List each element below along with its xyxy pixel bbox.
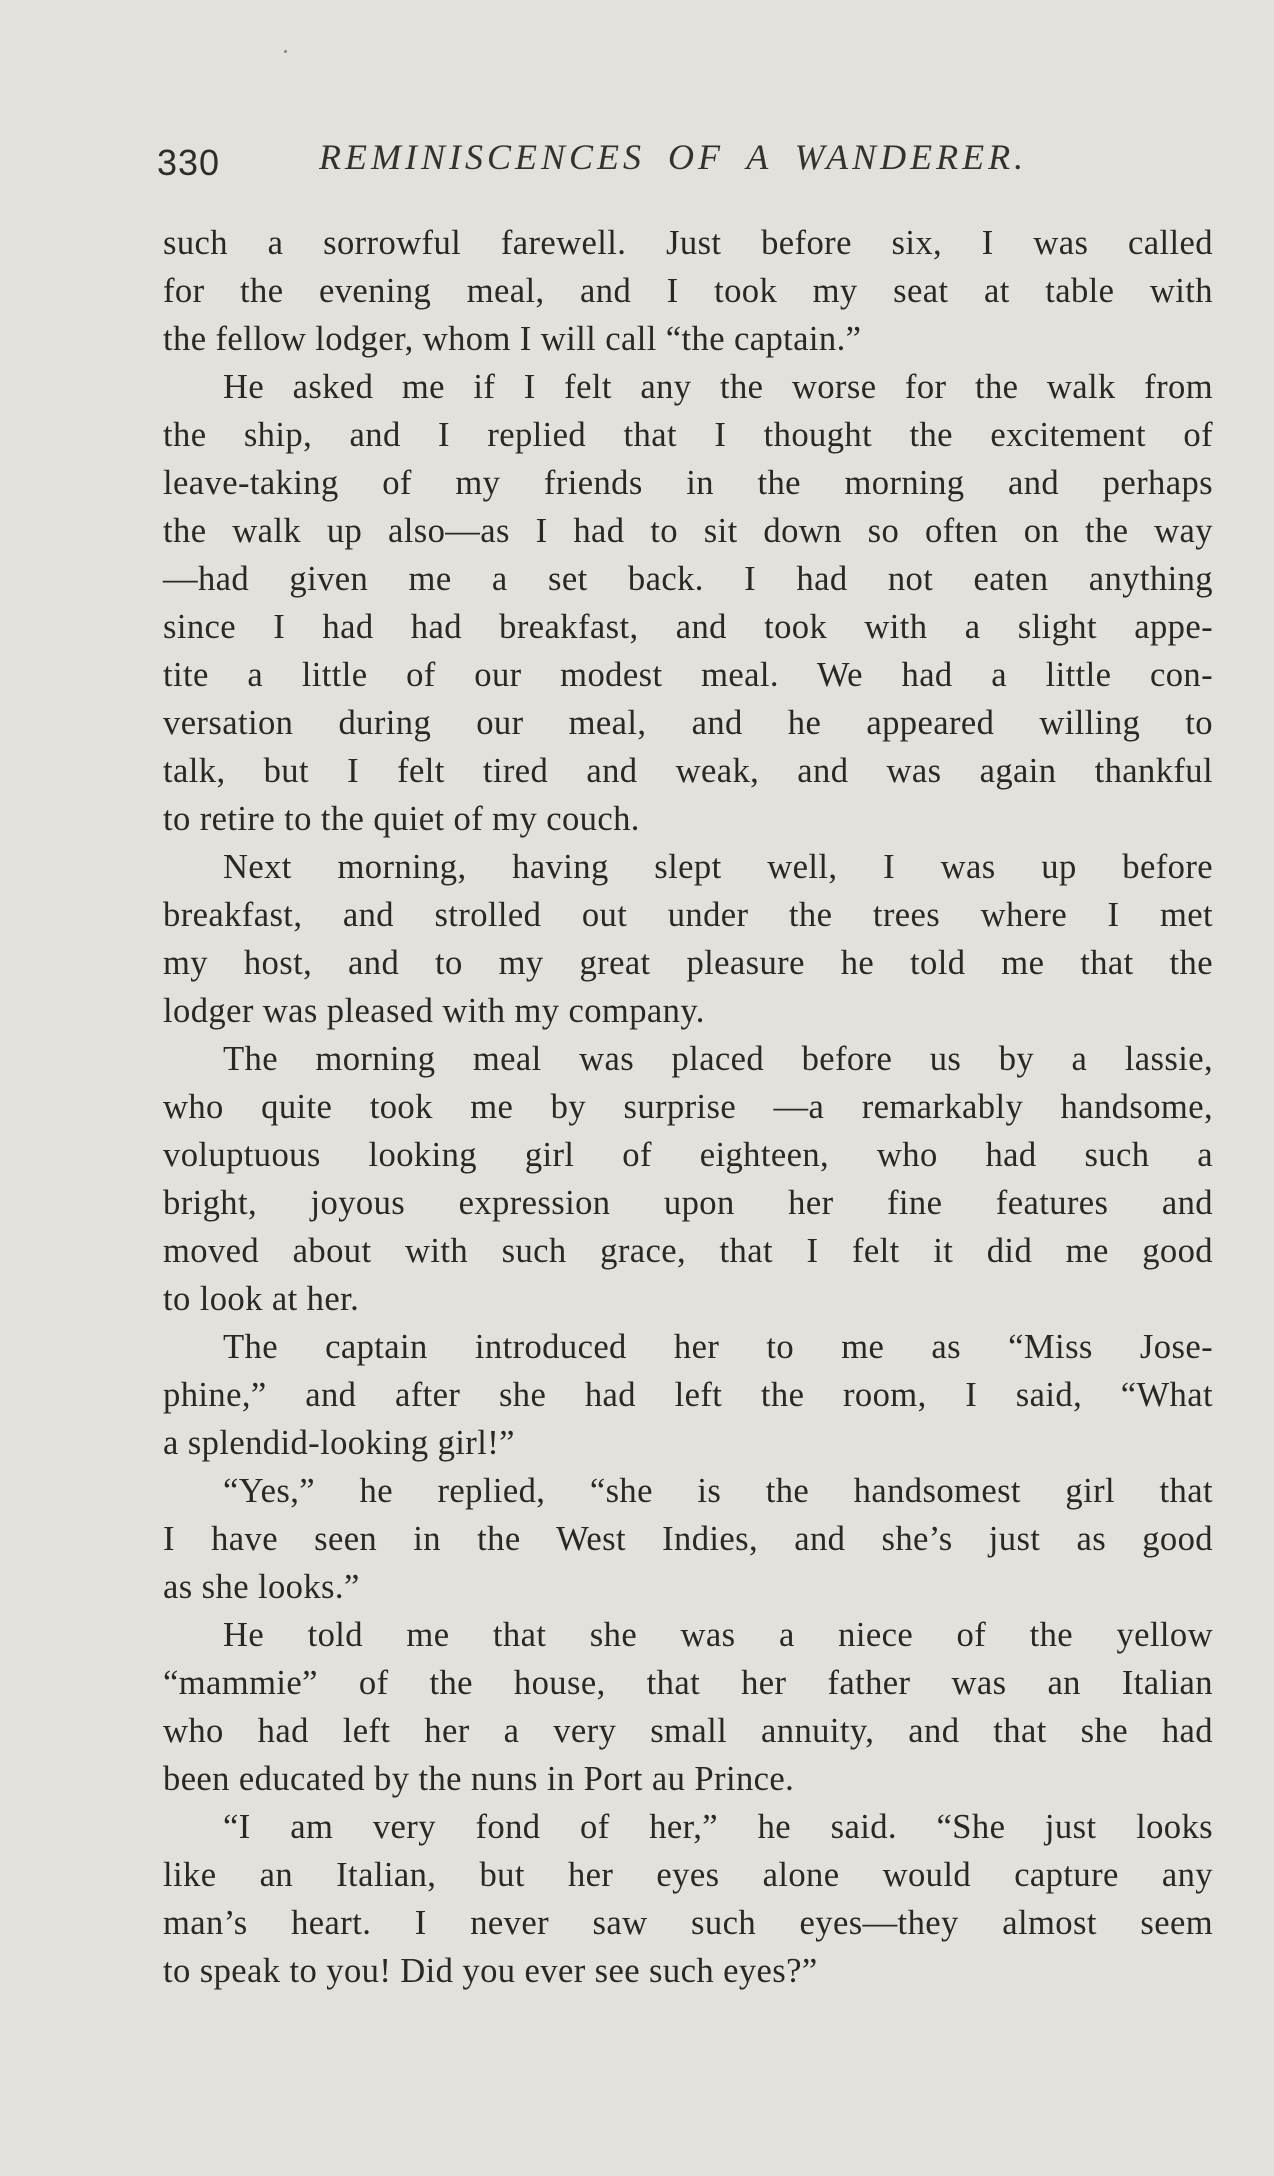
running-title: REMINISCENCES OF A WANDERER. <box>319 137 1028 177</box>
text-line: moved about with such grace, that I felt it did me good <box>163 1232 1213 1270</box>
text-line: breakfast, and strolled out under the trees where I met <box>163 896 1213 934</box>
text-line: leave-taking of my friends in the morning and perhaps <box>163 464 1213 502</box>
text-line: lodger was pleased with my company. <box>163 992 705 1030</box>
text-line: —had given me a set back. I had not eaten anything <box>163 560 1213 598</box>
text-line: the fellow lodger, whom I will call “the captain.” <box>163 320 862 358</box>
text-line: versation during our meal, and he appeared willing to <box>163 704 1213 742</box>
text-line: The captain introduced her to me as “Miss Jose- <box>223 1328 1213 1366</box>
text-line: talk, but I felt tired and weak, and was again thankful <box>163 752 1213 790</box>
paper-speck <box>284 50 287 53</box>
text-line: for the evening meal, and I took my seat at table with <box>163 272 1213 310</box>
text-line: the walk up also—as I had to sit down so often on the way <box>163 512 1213 550</box>
text-line: He asked me if I felt any the worse for the walk from <box>223 368 1213 406</box>
text-line: “I am very fond of her,” he said. “She just looks <box>223 1808 1213 1846</box>
page-number: 330 <box>157 142 221 183</box>
text-line: phine,” and after she had left the room, I said, “What <box>163 1376 1213 1414</box>
text-line: who had left her a very small annuity, and that she had <box>163 1712 1213 1750</box>
text-line: The morning meal was placed before us by a lassie, <box>223 1040 1213 1078</box>
text-line: I have seen in the West Indies, and she’s just as good <box>163 1520 1213 1558</box>
body-text <box>163 219 1213 1995</box>
text-line: since I had had breakfast, and took with a slight appe- <box>163 608 1213 646</box>
text-line: to speak to you! Did you ever see such eyes?” <box>163 1952 818 1990</box>
text-line: “Yes,” he replied, “she is the handsomest girl that <box>223 1472 1213 1510</box>
text-line: as she looks.” <box>163 1568 360 1606</box>
running-head <box>157 136 1217 186</box>
text-line: He told me that she was a niece of the yellow <box>223 1616 1213 1654</box>
text-line: the ship, and I replied that I thought the excitement of <box>163 416 1213 454</box>
text-line: bright, joyous expression upon her fine features and <box>163 1184 1213 1222</box>
text-line: Next morning, having slept well, I was up before <box>223 848 1213 886</box>
text-line: my host, and to my great pleasure he told me that the <box>163 944 1213 982</box>
text-line: like an Italian, but her eyes alone would capture any <box>163 1856 1213 1894</box>
text-line: who quite took me by surprise —a remarkably handsome, <box>163 1088 1213 1126</box>
text-line: voluptuous looking girl of eighteen, who had such a <box>163 1136 1213 1174</box>
text-line: a splendid-looking girl!” <box>163 1424 515 1462</box>
text-line: such a sorrowful farewell. Just before six, I was called <box>163 224 1213 262</box>
text-line: been educated by the nuns in Port au Prince. <box>163 1760 795 1798</box>
text-line: tite a little of our modest meal. We had a little con- <box>163 656 1213 694</box>
text-line: “mammie” of the house, that her father was an Italian <box>163 1664 1213 1702</box>
text-line: man’s heart. I never saw such eyes—they almost seem <box>163 1904 1213 1942</box>
text-line: to look at her. <box>163 1280 360 1318</box>
text-line: to retire to the quiet of my couch. <box>163 800 640 838</box>
